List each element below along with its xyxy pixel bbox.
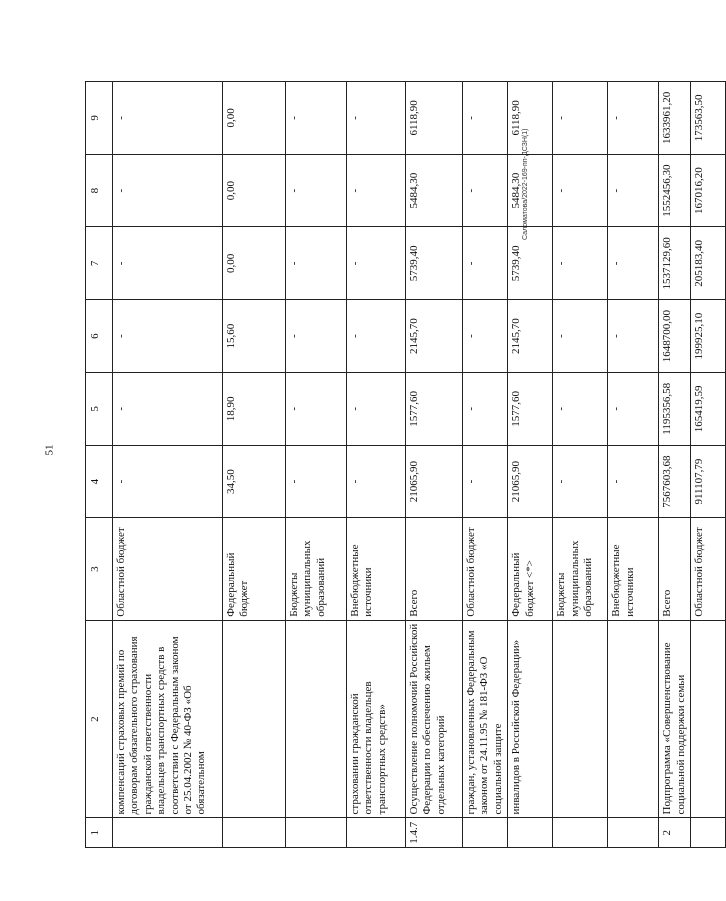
value-cell: -	[113, 82, 223, 155]
value-cell: 34,50	[223, 445, 286, 518]
value-cell: 911107,79	[691, 445, 726, 518]
budget-table-container	[85, 81, 706, 848]
value-cell: 21065,90	[508, 445, 553, 518]
row-number-cell	[608, 818, 659, 848]
value-cell: 1577,60	[508, 372, 553, 445]
value-cell: 21065,90	[406, 445, 463, 518]
value-cell: -	[608, 154, 659, 227]
value-cell: -	[113, 445, 223, 518]
header-cell: 8	[86, 154, 113, 227]
measure-name-cell: граждан, установленных Федеральным законом от 24.11.95 № 181-ФЗ «О социальной защите	[463, 620, 508, 818]
value-cell: -	[553, 300, 608, 373]
table-row	[691, 82, 726, 848]
value-cell: -	[347, 227, 406, 300]
value-cell: 1633961,20	[659, 82, 691, 155]
value-cell: -	[553, 154, 608, 227]
header-cell: 4	[86, 445, 113, 518]
value-cell: -	[286, 227, 347, 300]
value-cell: 167016,20	[691, 154, 726, 227]
row-number-cell	[463, 818, 508, 848]
measure-name-cell	[223, 620, 286, 818]
funding-source-cell: Федеральный бюджет <*>	[508, 518, 553, 620]
value-cell: -	[553, 372, 608, 445]
value-cell: -	[347, 154, 406, 227]
header-cell: 7	[86, 227, 113, 300]
value-cell: -	[608, 227, 659, 300]
value-cell: -	[463, 372, 508, 445]
value-cell: -	[553, 445, 608, 518]
table-row	[608, 82, 659, 848]
document-footer-code: Саломатова/2022-169-пп-ДСЗН(1)	[522, 128, 529, 240]
measure-name-cell	[691, 620, 726, 818]
measure-name-cell: компенсаций страховых премий по договорам обязательного страхования гражданской ответственности владельцев транспортных средств в соответствии с Федеральным законом от 25.04.2002 № 40-ФЗ «Об обязательном	[113, 620, 223, 818]
measure-name-cell	[286, 620, 347, 818]
funding-source-cell: Областной бюджет	[113, 518, 223, 620]
value-cell: 0,00	[223, 82, 286, 155]
header-cell: 2	[86, 620, 113, 818]
measure-name-cell	[553, 620, 608, 818]
value-cell: -	[608, 82, 659, 155]
funding-source-cell: Областной бюджет	[691, 518, 726, 620]
measure-name-cell	[608, 620, 659, 818]
value-cell: 199925,10	[691, 300, 726, 373]
row-number-cell: 2	[659, 818, 691, 848]
value-cell: -	[347, 372, 406, 445]
page-number: 51	[43, 444, 56, 456]
measure-name-cell: Подпрограмма «Совершенствование социальной поддержки семьи	[659, 620, 691, 818]
value-cell: -	[463, 227, 508, 300]
value-cell: 5739,40	[406, 227, 463, 300]
table-header-row	[86, 82, 113, 848]
header-cell: 1	[86, 818, 113, 848]
value-cell: 165419,59	[691, 372, 726, 445]
funding-source-cell: Всего	[406, 518, 463, 620]
value-cell: 0,00	[223, 154, 286, 227]
funding-source-cell: Областной бюджет	[463, 518, 508, 620]
value-cell: -	[608, 445, 659, 518]
value-cell: -	[463, 154, 508, 227]
row-number-cell	[508, 818, 553, 848]
value-cell: 18,90	[223, 372, 286, 445]
value-cell: 5484,30	[406, 154, 463, 227]
table-row	[286, 82, 347, 848]
value-cell: -	[286, 372, 347, 445]
value-cell: 6118,90	[508, 82, 553, 155]
row-number-cell	[691, 818, 726, 848]
row-number-cell	[286, 818, 347, 848]
value-cell: -	[113, 372, 223, 445]
value-cell: -	[553, 82, 608, 155]
value-cell: -	[347, 82, 406, 155]
value-cell: 1537129,60	[659, 227, 691, 300]
value-cell: -	[286, 82, 347, 155]
value-cell: -	[553, 227, 608, 300]
value-cell: 5484,30	[508, 154, 553, 227]
value-cell: 1577,60	[406, 372, 463, 445]
funding-source-cell: Внебюджетные источники	[608, 518, 659, 620]
header-cell: 3	[86, 518, 113, 620]
table-row	[347, 82, 406, 848]
table-row	[406, 82, 463, 848]
funding-source-cell: Бюджеты муниципальных образований	[286, 518, 347, 620]
value-cell: 1195356,58	[659, 372, 691, 445]
value-cell: 2145,70	[508, 300, 553, 373]
table-body	[113, 82, 726, 848]
header-cell: 9	[86, 82, 113, 155]
value-cell: -	[608, 300, 659, 373]
budget-table	[85, 81, 726, 848]
value-cell: -	[463, 300, 508, 373]
value-cell: -	[463, 445, 508, 518]
value-cell: 0,00	[223, 227, 286, 300]
value-cell: 2145,70	[406, 300, 463, 373]
row-number-cell	[553, 818, 608, 848]
row-number-cell	[113, 818, 223, 848]
measure-name-cell: Осуществление полномочий Российской Федерации по обеспечению жильем отдельных категорий	[406, 620, 463, 818]
row-number-cell	[223, 818, 286, 848]
table-row	[553, 82, 608, 848]
funding-source-cell: Федеральный бюджет	[223, 518, 286, 620]
value-cell: -	[608, 372, 659, 445]
value-cell: 205183,40	[691, 227, 726, 300]
measure-name-cell: инвалидов в Российской Федерации»	[508, 620, 553, 818]
value-cell: 1648700,00	[659, 300, 691, 373]
value-cell: 15,60	[223, 300, 286, 373]
table-row	[223, 82, 286, 848]
table-row	[463, 82, 508, 848]
measure-name-cell: страховании гражданской ответственности владельцев транспортных средств»	[347, 620, 406, 818]
table-row	[113, 82, 223, 848]
header-cell: 5	[86, 372, 113, 445]
value-cell: -	[286, 154, 347, 227]
value-cell: 5739,40	[508, 227, 553, 300]
value-cell: -	[347, 300, 406, 373]
table-row	[659, 82, 691, 848]
value-cell: -	[113, 300, 223, 373]
table-row	[508, 82, 553, 848]
value-cell: -	[113, 227, 223, 300]
value-cell: 173563,50	[691, 82, 726, 155]
value-cell: -	[347, 445, 406, 518]
funding-source-cell: Бюджеты муниципальных образований	[553, 518, 608, 620]
value-cell: 1552456,30	[659, 154, 691, 227]
value-cell: -	[113, 154, 223, 227]
row-number-cell: 1.4.7	[406, 818, 463, 848]
value-cell: -	[286, 445, 347, 518]
funding-source-cell: Всего	[659, 518, 691, 620]
row-number-cell	[347, 818, 406, 848]
value-cell: -	[286, 300, 347, 373]
value-cell: -	[463, 82, 508, 155]
header-cell: 6	[86, 300, 113, 373]
value-cell: 6118,90	[406, 82, 463, 155]
funding-source-cell: Внебюджетные источники	[347, 518, 406, 620]
value-cell: 7567603,68	[659, 445, 691, 518]
